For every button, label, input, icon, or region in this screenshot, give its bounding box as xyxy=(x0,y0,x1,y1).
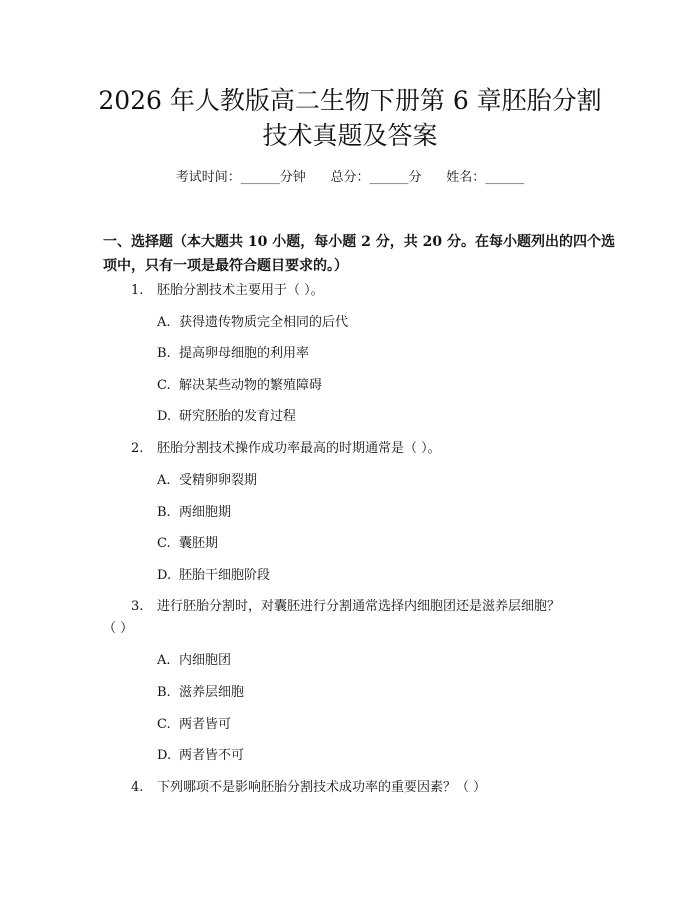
option-text: 解决某些动物的繁殖障碍 xyxy=(179,378,323,393)
option-letter: C. xyxy=(157,378,171,393)
answer-option xyxy=(157,504,231,522)
question-number: 2. xyxy=(131,441,144,456)
answer-option xyxy=(157,684,244,702)
answer-option xyxy=(157,652,231,670)
option-letter: A. xyxy=(157,315,171,330)
answer-option xyxy=(157,567,270,585)
option-letter: B. xyxy=(157,685,171,700)
exam-info-line: 考试时间：______分钟 总分：______分 姓名：______ xyxy=(175,170,525,185)
answer-option xyxy=(157,716,231,734)
answer-option xyxy=(157,408,296,426)
section-heading-line-2: 项中，只有一项是最符合题目要求的。） xyxy=(103,258,348,274)
option-text: 提高卵母细胞的利用率 xyxy=(179,346,310,361)
option-letter: C. xyxy=(157,717,171,732)
answer-option xyxy=(157,314,348,332)
option-text: 两者皆可 xyxy=(179,717,232,732)
question-text: 胚胎分割技术主要用于（ ）。 xyxy=(157,283,324,298)
document-title-line-2: 技术真题及答案 xyxy=(262,121,438,150)
option-letter: D. xyxy=(157,409,172,424)
option-text: 囊胚期 xyxy=(179,536,219,551)
question-text: 胚胎分割技术操作成功率最高的时期通常是（ ）。 xyxy=(157,441,441,456)
answer-option xyxy=(157,747,244,765)
option-text: 胚胎干细胞阶段 xyxy=(179,568,271,583)
option-letter: B. xyxy=(157,505,171,520)
option-letter: B. xyxy=(157,346,171,361)
question-text: 进行胚胎分割时，对囊胚进行分割通常选择内细胞团还是滋养层细胞？ xyxy=(157,599,561,614)
option-text: 受精卵卵裂期 xyxy=(179,473,258,488)
question-text-continuation: （ ） xyxy=(103,621,134,636)
option-letter: A. xyxy=(157,653,171,668)
answer-option xyxy=(157,377,322,395)
option-letter: A. xyxy=(157,473,171,488)
option-text: 两者皆不可 xyxy=(179,748,245,763)
option-letter: D. xyxy=(157,568,172,583)
document-title-line-1: 2026 年人教版高二生物下册第 6 章胚胎分割 xyxy=(98,86,602,115)
answer-option xyxy=(157,345,309,363)
option-text: 滋养层细胞 xyxy=(179,685,245,700)
option-text: 研究胚胎的发育过程 xyxy=(179,409,297,424)
question-number: 1. xyxy=(131,283,144,298)
question-number: 3. xyxy=(131,599,144,614)
option-text: 两细胞期 xyxy=(179,505,232,520)
question-text: 下列哪项不是影响胚胎分割技术成功率的重要因素？（ ） xyxy=(157,780,487,795)
option-text: 内细胞团 xyxy=(179,653,232,668)
section-heading-line-1: 一、选择题（本大题共 10 小题，每小题 2 分，共 20 分。在每小题列出的四个选 xyxy=(103,234,615,250)
option-letter: C. xyxy=(157,536,171,551)
question-number: 4. xyxy=(131,780,144,795)
answer-option xyxy=(157,535,218,553)
option-letter: D. xyxy=(157,748,172,763)
option-text: 获得遗传物质完全相同的后代 xyxy=(179,315,349,330)
answer-option xyxy=(157,472,257,490)
